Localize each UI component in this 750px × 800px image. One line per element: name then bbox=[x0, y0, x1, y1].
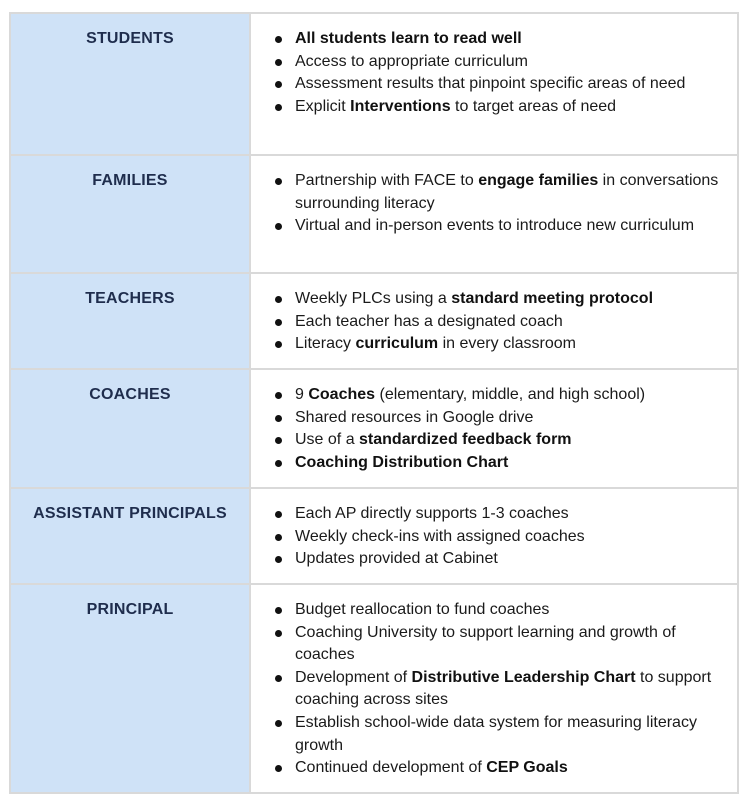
bold-text: standard meeting protocol bbox=[451, 290, 654, 307]
items-cell bbox=[250, 369, 738, 488]
text-segment: Weekly PLCs using a bbox=[295, 290, 452, 307]
literacy-plan-table bbox=[9, 12, 739, 794]
list-item bbox=[275, 96, 723, 119]
role-cell bbox=[10, 273, 250, 369]
item-list-teachers bbox=[251, 274, 737, 368]
text-segment: Use of a bbox=[295, 431, 360, 449]
text-segment: Each teacher has a designated coach bbox=[295, 312, 563, 330]
role-label-coaches: COACHES bbox=[89, 386, 171, 403]
items-cell bbox=[250, 488, 738, 584]
list-item bbox=[275, 622, 723, 667]
text-segment: in conversations surrounding literacy bbox=[295, 172, 719, 212]
bold-text: Distributive Leadership Chart bbox=[411, 668, 636, 686]
role-label-families: FAMILIES bbox=[92, 172, 168, 189]
bold-text: Interventions bbox=[350, 97, 451, 115]
items-cell bbox=[250, 273, 738, 369]
text-segment: Updates provided at Cabinet bbox=[295, 550, 498, 568]
item-list-coaches bbox=[251, 370, 737, 486]
text-segment: in every classroom bbox=[438, 335, 576, 353]
item-list-families bbox=[251, 156, 737, 250]
list-item bbox=[275, 667, 723, 712]
text-segment: Virtual and in-person events to introduce new curriculum bbox=[295, 217, 695, 235]
text-segment: to target areas of need bbox=[450, 97, 617, 115]
item-list-principal bbox=[251, 585, 737, 792]
bold-text: CEP Goals bbox=[486, 759, 568, 777]
table-row-principal bbox=[10, 584, 738, 793]
items-cell bbox=[250, 584, 738, 793]
list-item bbox=[275, 599, 723, 622]
list-item bbox=[275, 526, 723, 549]
bold-text: Coaching Distribution Chart bbox=[295, 453, 509, 471]
list-item bbox=[275, 548, 723, 571]
role-label-teachers: TEACHERS bbox=[85, 290, 175, 307]
item-list-assistant-principals bbox=[251, 489, 737, 583]
bold-text: Coaches bbox=[308, 386, 376, 403]
text-segment: 9 bbox=[295, 386, 309, 403]
bold-text: engage families bbox=[478, 172, 599, 189]
list-item bbox=[275, 384, 723, 407]
list-item bbox=[275, 333, 723, 356]
text-segment: Explicit bbox=[295, 97, 351, 115]
table-row-families bbox=[10, 155, 738, 273]
text-segment: to support coaching across sites bbox=[295, 668, 712, 709]
role-cell bbox=[10, 369, 250, 488]
bold-text: curriculum bbox=[355, 335, 439, 353]
list-item bbox=[275, 452, 723, 475]
text-segment: Each AP directly supports 1-3 coaches bbox=[295, 505, 569, 522]
text-segment: Establish school-wide data system for measuring literacy growth bbox=[295, 713, 697, 754]
list-item bbox=[275, 170, 723, 215]
list-item bbox=[275, 757, 723, 780]
list-item bbox=[275, 407, 723, 430]
table-body bbox=[10, 13, 738, 793]
list-item bbox=[275, 28, 723, 51]
list-item bbox=[275, 215, 723, 238]
text-segment: Assessment results that pinpoint specific areas of need bbox=[295, 75, 686, 93]
text-segment: Literacy bbox=[295, 335, 356, 353]
items-cell bbox=[250, 155, 738, 273]
bold-text: All students learn to read well bbox=[295, 30, 522, 47]
text-segment: (elementary, middle, and high school) bbox=[375, 386, 646, 403]
bold-text: standardized feedback form bbox=[359, 431, 572, 449]
role-cell bbox=[10, 155, 250, 273]
list-item bbox=[275, 288, 723, 311]
table-row-coaches bbox=[10, 369, 738, 488]
list-item bbox=[275, 51, 723, 74]
text-segment: Development of bbox=[295, 668, 412, 686]
item-list-students bbox=[251, 14, 737, 130]
text-segment: Coaching University to support learning and growth of coaches bbox=[295, 623, 676, 664]
role-cell bbox=[10, 13, 250, 155]
table-row-assistant-principals bbox=[10, 488, 738, 584]
role-label-students: STUDENTS bbox=[86, 30, 174, 47]
items-cell bbox=[250, 13, 738, 155]
list-item bbox=[275, 311, 723, 334]
text-segment: Partnership with FACE to bbox=[295, 172, 479, 189]
list-item bbox=[275, 429, 723, 452]
role-label-assistant-principals: ASSISTANT PRINCIPALS bbox=[33, 505, 227, 522]
list-item bbox=[275, 712, 723, 757]
role-cell bbox=[10, 488, 250, 584]
text-segment: Budget reallocation to fund coaches bbox=[295, 601, 550, 618]
table-row-teachers bbox=[10, 273, 738, 369]
text-segment: Continued development of bbox=[295, 759, 487, 777]
list-item bbox=[275, 503, 723, 526]
text-segment: Weekly check-ins with assigned coaches bbox=[295, 527, 585, 545]
role-label-principal: PRINCIPAL bbox=[86, 601, 174, 618]
list-item bbox=[275, 73, 723, 96]
role-cell bbox=[10, 584, 250, 793]
table-row-students bbox=[10, 13, 738, 155]
text-segment: Shared resources in Google drive bbox=[295, 408, 534, 426]
text-segment: Access to appropriate curriculum bbox=[295, 52, 528, 70]
